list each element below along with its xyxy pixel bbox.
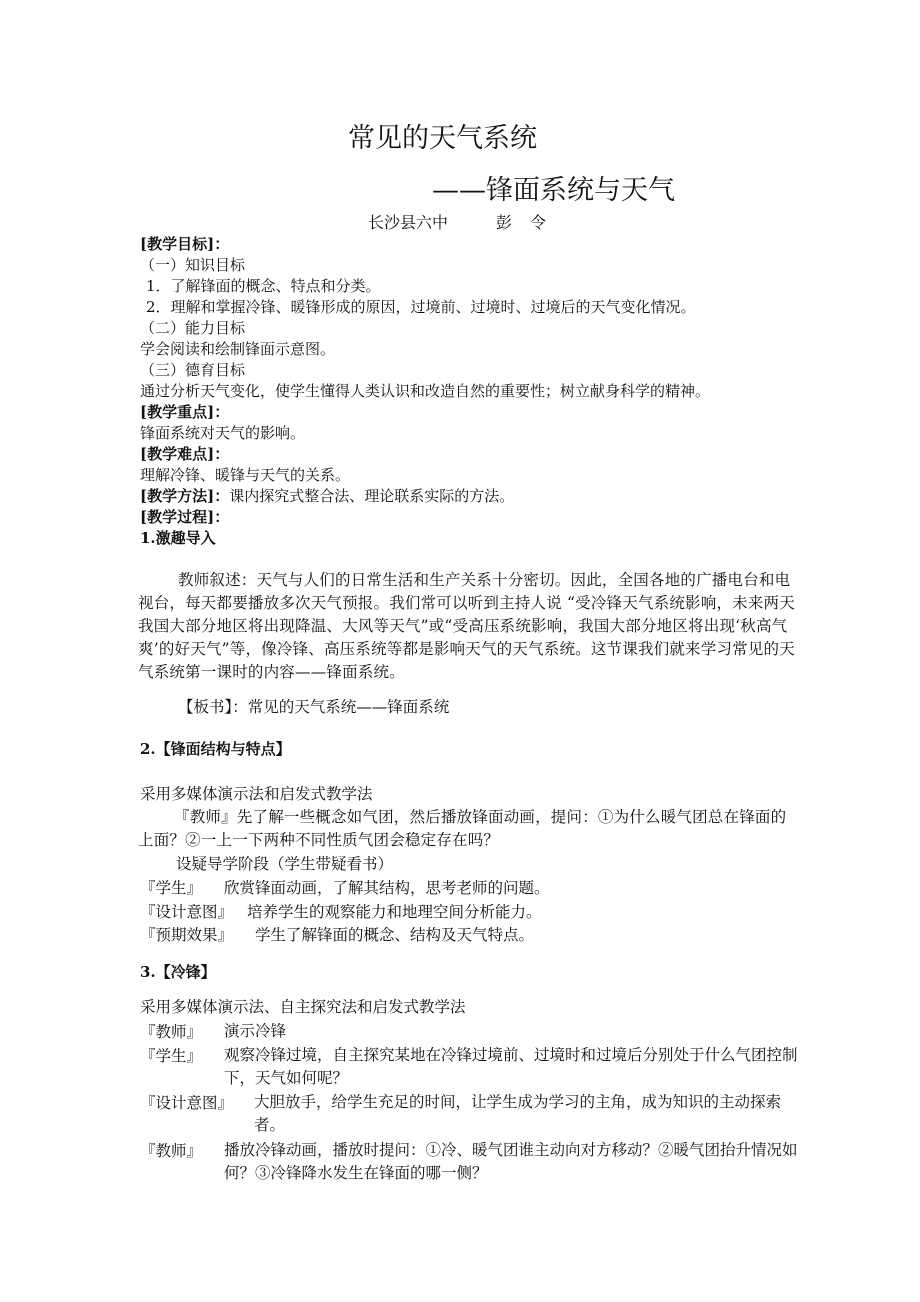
- doc-title: 常见的天气系统: [348, 123, 537, 154]
- difficulty-heading: [教学难点]：: [140, 445, 230, 463]
- section2-design-tag: 『设计意图』: [140, 903, 234, 921]
- method-line: [140, 486, 514, 506]
- author-line: [368, 210, 546, 233]
- method-heading: [教学方法]：: [140, 487, 230, 505]
- section2-effect-tag: 『预期效果』: [140, 926, 234, 944]
- section3-teacher1-tag: 『教师』: [140, 1023, 203, 1041]
- process-heading: [教学过程]：: [140, 508, 230, 526]
- doc-subtitle: ——锋面系统与天气: [432, 175, 675, 206]
- section3-student-text: 观察冷锋过境，自主探究某地在冷锋过境前、过境时和过境后分别处于什么气团控制下，天气如何呢？: [224, 1046, 798, 1087]
- author-name-b: 令: [530, 213, 547, 232]
- section2-heading: 2.【锋面结构与特点】: [140, 740, 291, 758]
- section2-student-tag: 『学生』: [140, 879, 203, 897]
- objectives-heading: [教学目标]：: [140, 235, 230, 253]
- section2-teacher: 『教师』先了解一些概念如气团，然后播放锋面动画，提问：①为什么暖气团总在锋面的上面？②一上一下两种不同性质气团会稳定存在吗？: [138, 808, 787, 849]
- section2-effect-row: [140, 923, 534, 945]
- method-text: 课内探究式整合法、理论联系实际的方法。: [229, 487, 515, 505]
- section3-design-text: 大胆放手，给学生充足的时间，让学生成为学习的主角，成为知识的主动探索者。: [254, 1093, 782, 1134]
- author-name-a: 彭: [496, 213, 513, 232]
- moral-text: 通过分析天气变化，使学生懂得人类认识和改造自然的重要性；树立献身科学的精神。: [140, 382, 711, 400]
- section3-teacher2-tag: 『教师』: [140, 1142, 203, 1160]
- section3-teacher1-text: 演示冷锋: [224, 1022, 287, 1040]
- section3-heading: 3.【冷锋】: [140, 963, 216, 981]
- section1-heading: 1.激趣导入: [140, 529, 216, 547]
- board-note: 【板书】：常见的天气系统——锋面系统: [178, 698, 450, 716]
- intro-paragraph: 教师叙述：天气与人们的日常生活和生产关系十分密切。因此，全国各地的广播电台和电视台，每天都要播放多次天气预报。我们常可以听到主持人说 “受冷锋天气系统影响，未来两天我国大部分地区将出现降温、大风等天气”或“受高压系统影响，我国大部分地区将出现‘秋高气爽’的好天气”等，像冷锋、高压系统等都是影响天气的天气系统。这节课我们就来学习常见的天气系统第一课时的内容——锋面系统。: [138, 571, 795, 681]
- section2-student-text: 欣赏锋面动画，了解其结构，思考老师的问题。: [224, 879, 550, 897]
- key-point-text: 锋面系统对天气的影响。: [140, 424, 306, 442]
- difficulty-text: 理解冷锋、暖锋与天气的关系。: [140, 466, 351, 484]
- knowledge-item-2: 2．理解和掌握冷锋、暖锋形成的原因，过境前、过境时、过境后的天气变化情况。: [146, 298, 696, 316]
- knowledge-item-1: 1．了解锋面的概念、特点和分类。: [146, 277, 381, 295]
- section3-method: 采用多媒体演示法、自主探究法和启发式教学法: [140, 998, 466, 1016]
- section2-design-row: [140, 900, 542, 922]
- section3-teacher2-text: 播放冷锋动画，播放时提问：①冷、暖气团谁主动向对方移动？②暖气团抬升情况如何？③冷锋降水发生在锋面的哪一侧？: [224, 1141, 798, 1182]
- knowledge-heading: （一）知识目标: [140, 256, 246, 274]
- key-point-heading: [教学重点]：: [140, 403, 230, 421]
- author-school: 长沙县六中: [368, 213, 449, 232]
- section2-effect-text: 学生了解锋面的概念、结构及天气特点。: [255, 926, 535, 944]
- ability-heading: （二）能力目标: [140, 319, 246, 337]
- ability-text: 学会阅读和绘制锋面示意图。: [140, 340, 336, 358]
- section3-student-tag: 『学生』: [140, 1047, 203, 1065]
- section3-design-tag: 『设计意图』: [140, 1094, 234, 1112]
- moral-heading: （三）德育目标: [140, 361, 246, 379]
- section2-student-row: [140, 876, 550, 898]
- section2-stage: 设疑导学阶段（学生带疑看书）: [176, 855, 394, 873]
- section2-design-text: 培养学生的观察能力和地理空间分析能力。: [247, 903, 542, 921]
- section2-method: 采用多媒体演示法和启发式教学法: [140, 785, 373, 803]
